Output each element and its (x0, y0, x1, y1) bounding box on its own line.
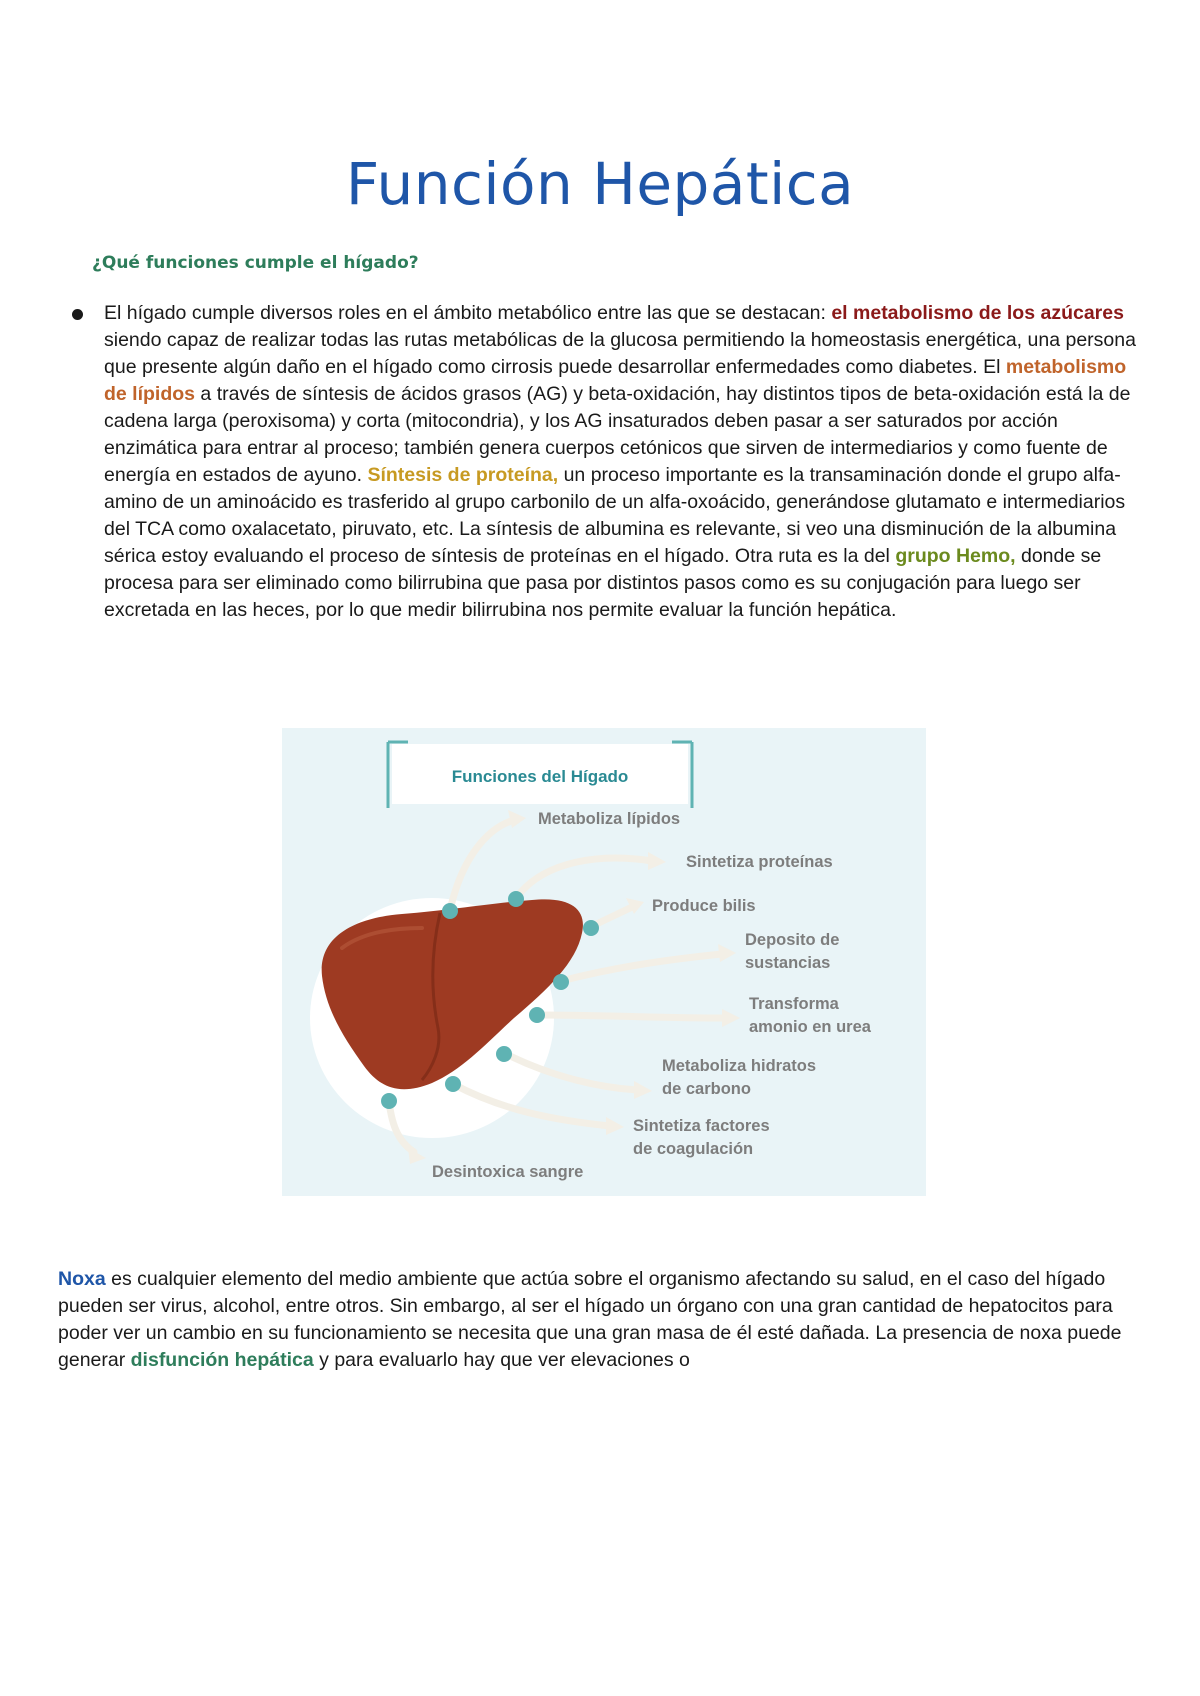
arrow-deposito (561, 954, 722, 981)
bullet-item (72, 300, 1142, 624)
page-title: Función Hepática (345, 150, 855, 218)
noxa-text-2: y para evaluarlo hay que ver elevaciones o (313, 1349, 690, 1371)
label-sintetiza-proteinas: Sintetiza proteínas (686, 853, 833, 871)
dot-deposito (553, 974, 569, 990)
label-factores-line2: de coagulación (633, 1140, 754, 1158)
bullet-text-3: a través de síntesis de ácidos grasos (AG) y beta-oxidación, hay distintos tipos de beta-oxidación está la de cadena larga (peroxisoma) y corta (mitocondria), y los AG insaturados deben pasar a ser saturados por acción enzimática para entrar al proceso; también genera cuerpos cetónicos que sirven de intermediarios y como fuente de energía en estados de ayuno. (104, 383, 1131, 486)
arrowhead-transforma (722, 1009, 740, 1027)
liver-diagram (282, 728, 926, 1196)
label-factores-line1: Sintetiza factores (633, 1117, 770, 1135)
label-hidratos-line1: Metaboliza hidratos (662, 1057, 817, 1075)
noxa-text-1: es cualquier elemento del medio ambiente que actúa sobre el organismo afectando su salud, en el caso del hígado pueden ser virus, alcohol, entre otros. Sin embargo, al ser el hígado un órgano con una gran cantidad de hepatocitos para poder ver un cambio en su funcionamiento se necesita que una gran masa de él esté dañada. La presencia de noxa puede generar (58, 1268, 1122, 1371)
arrow-transforma (537, 1015, 726, 1018)
dot-desintoxica (381, 1093, 397, 1109)
figure-title: Funciones del Hígado (451, 767, 629, 786)
label-deposito-line2: sustancias (745, 954, 831, 972)
label-metaboliza-lipidos: Metaboliza lípidos (538, 810, 681, 828)
dot-lipidos (442, 903, 458, 919)
label-deposito-line1: Deposito de (745, 931, 840, 949)
arrow-proteinas (516, 858, 652, 898)
bullet-text-5: donde se procesa para ser eliminado como bilirrubina que pasa por distintos pasos como es su conjugación para luego ser excretada en las heces, por lo que medir bilirrubina nos permite evaluar la función hepática. (104, 545, 1102, 621)
highlight-metabolismo-lipidos: metabolismo de lípidos (104, 356, 1127, 405)
highlight-disfuncion-hepatica: disfunción hepática (130, 1349, 314, 1371)
arrow-lipidos (450, 820, 514, 910)
highlight-metabolismo-azucares: el metabolismo de los azúcares (831, 302, 1124, 324)
label-produce-bilis: Produce bilis (652, 897, 756, 915)
highlight-grupo-hemo: grupo Hemo, (895, 545, 1016, 567)
label-hidratos-line2: de carbono (662, 1080, 751, 1098)
label-transforma-line2: amonio en urea (749, 1018, 871, 1036)
noxa-paragraph (58, 1266, 1148, 1374)
dot-transforma (529, 1007, 545, 1023)
bullet-paragraph (104, 300, 1142, 624)
liver-functions-figure (282, 728, 926, 1196)
dot-bilis (583, 920, 599, 936)
arrowhead-factores (606, 1117, 624, 1135)
bullet-text-1: El hígado cumple diversos roles en el ámbito metabólico entre las que se destacan: (104, 302, 832, 324)
dot-factores (445, 1076, 461, 1092)
dot-proteinas (508, 891, 524, 907)
bullet-text-4: un proceso importante es la transaminación donde el grupo alfa-amino de un aminoácido es trasferido al grupo carbonilo de un alfa-oxoácido, generándose glutamato e intermediarios del TCA como oxalacetato, piruvato, etc. La síntesis de albumina es relevante, si veo una disminución de la albumina sérica estoy evaluando el proceso de síntesis de proteínas en el hígado. Otra ruta es la del (104, 464, 1126, 567)
arrowhead-lipidos (508, 810, 526, 828)
highlight-noxa: Noxa (58, 1268, 106, 1290)
label-transforma-line1: Transforma (749, 995, 839, 1013)
bullet-text-2: siendo capaz de realizar todas las rutas metabólicas de la glucosa permitiendo la homeostasis energética, una persona que presente algún daño en el hígado como cirrosis puede desarrollar enfermedades como diabetes. El (104, 329, 1136, 378)
bullet-icon (72, 309, 83, 320)
highlight-sintesis-proteina: Síntesis de proteína, (367, 464, 559, 486)
section-question: ¿Qué funciones cumple el hígado? (92, 253, 419, 273)
dot-hidratos (496, 1046, 512, 1062)
arrowhead-hidratos (634, 1081, 652, 1099)
arrowhead-proteinas (648, 852, 666, 870)
label-desintoxica-sangre: Desintoxica sangre (432, 1163, 584, 1181)
arrowhead-deposito (718, 944, 736, 962)
noxa-section (58, 1266, 1148, 1374)
